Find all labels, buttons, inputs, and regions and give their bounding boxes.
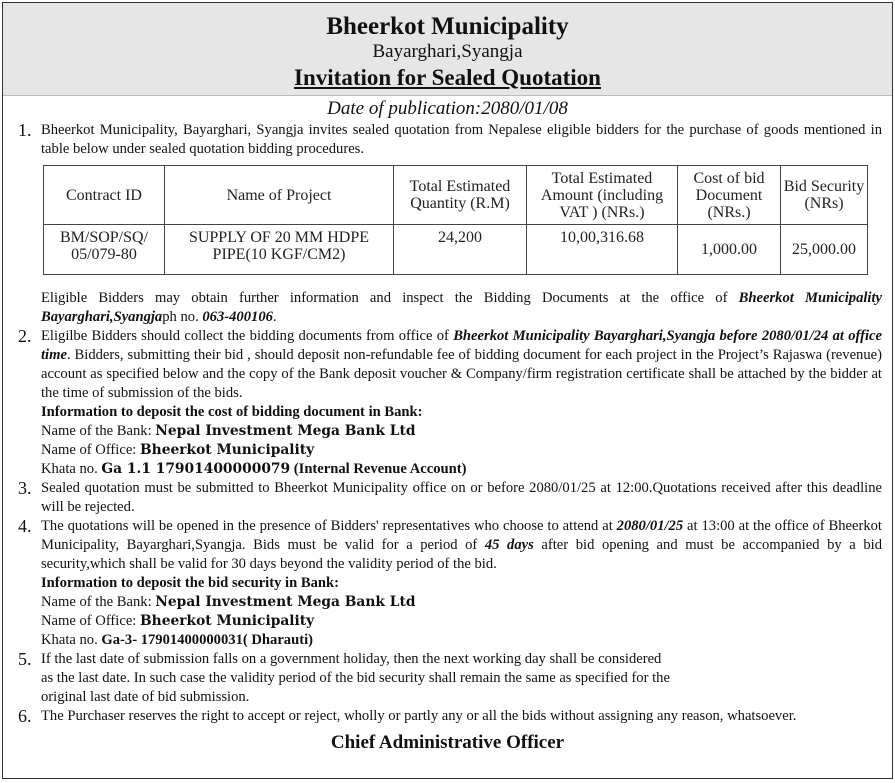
clause-6 (3, 707, 892, 726)
col-amount: Total Estimated Amount (including VAT ) (NRs.) (527, 166, 678, 225)
collection-deadline: Bheerkot Municipality Bayarghari,Syangja before 2080/01/24 at office time (41, 328, 882, 363)
cell-project-name: SUPPLY OF 20 MM HDPE PIPE(10 KGF/CM2) (165, 225, 394, 275)
bank-info-bid-security (3, 574, 892, 650)
office-name: Bheerkot Municipality (140, 613, 315, 629)
bank-info-heading: Information to deposit the cost of bidding document in Bank: (41, 404, 423, 420)
office-name-label: Name of Office: (41, 613, 141, 629)
clause-line-2: as the last date. In such case the validity period of the bid security shall remain the same as specified for the (41, 670, 670, 686)
quotation-table (43, 165, 868, 275)
opening-date: 2080/01/25 (616, 518, 684, 534)
bank-name-line (41, 593, 892, 612)
info-phone-label: ph no. (162, 309, 203, 325)
cell-contract-id: BM/SOP/SQ/ 05/079-80 (44, 225, 165, 275)
clause-number: 1. (18, 120, 32, 140)
bank-name-line (41, 422, 892, 441)
table-header-row (44, 166, 868, 225)
signatory-title: Chief Administrative Officer (330, 732, 565, 753)
col-contract-id: Contract ID (44, 166, 165, 225)
organization-name: Bheerkot Municipality (326, 13, 569, 40)
col-project-name: Name of Project (165, 166, 394, 225)
khata-note: (Internal Revenue Account) (290, 461, 467, 477)
cell-quantity: 24,200 (394, 225, 527, 275)
table-row (44, 225, 868, 275)
clause-text: The Purchaser reserves the right to accept or reject, wholly or partly any or all the bids without assigning any reason, whatsoever. (41, 708, 797, 724)
bank-name: Nepal Investment Mega Bank Ltd (155, 423, 416, 439)
office-name-line (41, 612, 892, 631)
notice-header (3, 3, 892, 96)
validity-period: 45 days (484, 537, 534, 553)
info-paragraph (3, 289, 892, 327)
clause-line-3: original last date of bid submission. (41, 689, 250, 705)
office-name: Bheerkot Municipality (140, 442, 315, 458)
col-bid-security: Bid Security (NRs) (781, 166, 868, 225)
clause-text: Eligilbe Bidders should collect the bidding documents from office of (41, 328, 454, 344)
clause-1 (3, 121, 892, 275)
bank-name: Nepal Investment Mega Bank Ltd (155, 594, 416, 610)
info-period: . (272, 309, 277, 325)
bank-name-label: Name of the Bank: (41, 423, 156, 439)
clause-4 (3, 517, 892, 574)
organization-address: Bayarghari,Syangja (372, 41, 523, 62)
notice-page (2, 2, 893, 779)
clause-number: 5. (18, 649, 32, 669)
khata-number: Ga 1.1 17901400000079 (101, 461, 291, 477)
clause-line-1: If the last date of submission falls on a government holiday, then the next working day shall be considered (41, 651, 662, 667)
bank-info-bid-document (3, 403, 892, 479)
clause-text: The quotations will be opened in the presence of Bidders' representatives who choose to attend at (41, 518, 617, 534)
khata-number: Ga-3- 17901400000031( Dharauti) (101, 632, 313, 648)
khata-label: Khata no. (41, 632, 102, 648)
col-bid-doc-cost: Cost of bid Document (NRs.) (678, 166, 781, 225)
office-name-label: Name of Office: (41, 442, 141, 458)
khata-line (41, 631, 892, 650)
clause-number: 2. (18, 326, 32, 346)
notice-title: Invitation for Sealed Quotation (294, 65, 601, 90)
publication-date: Date of publication:2080/01/08 (327, 98, 568, 119)
office-name-line (41, 441, 892, 460)
clause-text: Bheerkot Municipality, Bayarghari, Syangja invites sealed quotation from Nepalese eligible bidders for the purchase of goods mentioned in table below under sealed quotation bidding procedures. (41, 122, 882, 157)
info-phone: 063-400106 (202, 309, 273, 325)
cell-bid-doc-cost: 1,000.00 (678, 225, 781, 275)
clause-2 (3, 327, 892, 403)
info-office: Bheerkot Municipality Bayarghari,Syangja (41, 290, 883, 325)
clause-number: 4. (18, 516, 32, 536)
cell-bid-security: 25,000.00 (781, 225, 868, 275)
clause-3 (3, 479, 892, 517)
bank-info-heading: Information to deposit the bid security in Bank: (41, 575, 339, 591)
clause-text-end: after bid opening and must be accompanied by a bid security,which shall be valid for 30 days beyond the validity period of the bid. (41, 537, 882, 572)
bank-name-label: Name of the Bank: (41, 594, 156, 610)
info-text: Eligible Bidders may obtain further information and inspect the Bidding Documents at the office of (41, 290, 739, 306)
khata-label: Khata no. (41, 461, 102, 477)
clause-text-cont: . Bidders, submitting their bid , should deposit non-refundable fee of bidding document for each project in the Project’s Rajaswa (revenue) account as specified below and the copy of the Bank deposit voucher & Company/firm registration certificate shall be attached by the bidder at the time of submission of the bids. (41, 347, 882, 401)
clause-number: 3. (18, 478, 32, 498)
clause-5 (3, 650, 892, 707)
cell-amount: 10,00,316.68 (527, 225, 678, 275)
clause-text-cont: at 13:00 at the office of Bheerkot Municipality, Bayarghari,Syangja. Bids must be valid for a period of (41, 518, 882, 553)
clause-number: 6. (18, 706, 32, 726)
khata-line (41, 460, 892, 479)
col-quantity: Total Estimated Quantity (R.M) (394, 166, 527, 225)
clause-text: Sealed quotation must be submitted to Bheerkot Municipality office on or before 2080/01/25 at 12:00.Quotations received after this deadline will be rejected. (41, 480, 882, 515)
